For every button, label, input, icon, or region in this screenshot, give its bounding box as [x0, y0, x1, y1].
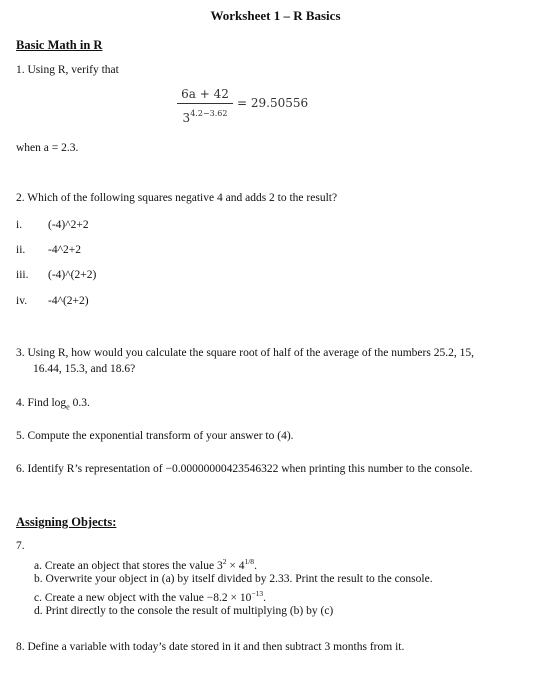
question-5: 5. Compute the exponential transform of your answer to (4). — [16, 430, 294, 442]
question-7a-prefix: a. Create an object that stores the value 3 — [34, 560, 223, 572]
question-3-line-2: 16.44, 15.3, and 18.6? — [33, 363, 136, 375]
section-heading-assigning-objects: Assigning Objects: — [16, 515, 117, 529]
question-7a-suffix: . — [254, 560, 257, 572]
equation-denominator — [177, 106, 233, 126]
question-7c-suffix: . — [263, 592, 266, 604]
exponent: 1/8 — [244, 557, 255, 566]
option-number: iii. — [16, 269, 29, 281]
question-7c-prefix: c. Create a new object with the value −8.2 × 10 — [34, 592, 252, 604]
question-8: 8. Define a variable with today’s date stored in it and then subtract 3 months from it. — [16, 641, 405, 653]
option-value: -4^(2+2) — [48, 295, 89, 307]
question-7b: b. Overwrite your object in (a) by itself divided by 2.33. Print the result to the console. — [34, 573, 433, 585]
option-number: iv. — [16, 295, 28, 307]
worksheet-title: Worksheet 1 – R Basics — [210, 8, 341, 23]
fraction-bar — [177, 103, 233, 104]
equation-fraction — [177, 86, 233, 126]
option-number: i. — [16, 219, 23, 231]
option-value: (-4)^(2+2) — [48, 269, 97, 281]
question-4-prefix: 4. Find log — [16, 397, 67, 409]
question-4-suffix: 0.3. — [69, 397, 90, 409]
question-7a-mid: × 4 — [226, 560, 245, 572]
equation-result: = 29.50556 — [237, 96, 309, 110]
equation-numerator: 6a + 42 — [181, 87, 229, 101]
denominator-base: 3 — [182, 111, 191, 125]
option-value: (-4)^2+2 — [48, 219, 89, 231]
exponent: −13 — [251, 589, 264, 598]
question-7-number: 7. — [16, 540, 25, 552]
question-2-prompt: 2. Which of the following squares negative 4 and adds 2 to the result? — [16, 192, 338, 204]
option-number: ii. — [16, 244, 26, 256]
question-7c — [34, 589, 266, 604]
question-1-condition: when a = 2.3. — [16, 142, 79, 154]
question-1-prompt: 1. Using R, verify that — [16, 64, 119, 76]
denominator-exponent: 4.2−3.62 — [190, 109, 228, 118]
section-heading-basic-math: Basic Math in R — [16, 38, 103, 52]
log-base: e — [66, 402, 70, 412]
exponent: 2 — [222, 557, 227, 566]
question-6: 6. Identify R’s representation of −0.00000000423546322 when printing this number to the console. — [16, 463, 473, 475]
question-7a — [34, 557, 257, 572]
question-7d: d. Print directly to the console the result of multiplying (b) by (c) — [34, 605, 334, 617]
option-value: -4^2+2 — [48, 244, 81, 256]
question-4 — [16, 397, 90, 411]
question-3-line-1: 3. Using R, how would you calculate the square root of half of the average of the numbers 25.2, 15, — [16, 347, 474, 359]
